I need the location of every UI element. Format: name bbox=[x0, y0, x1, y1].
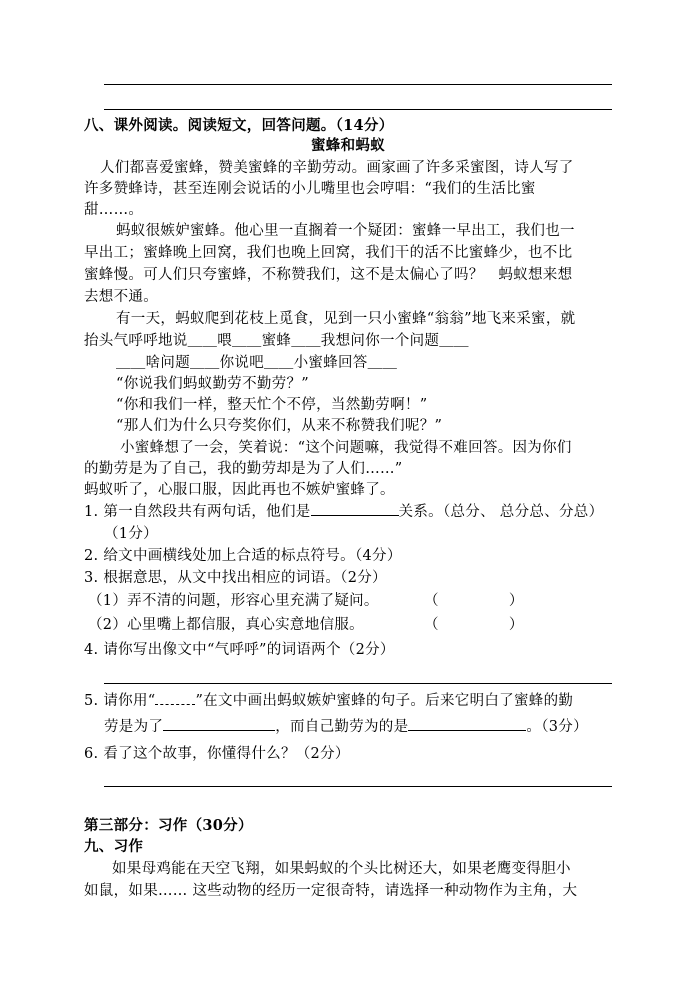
question-1-score: （1分） bbox=[104, 526, 158, 542]
passage-line: 许多赞蜂诗，甚至连刚会说话的小儿嘴里也会哼唱：“我们的生活比蜜 bbox=[84, 181, 536, 197]
question-text: 1. 第一自然段共有两句话，他们是 bbox=[84, 504, 311, 520]
answer-parens[interactable] bbox=[424, 590, 544, 612]
answer-line bbox=[104, 84, 612, 85]
paren-close: ） bbox=[508, 617, 524, 633]
passage-title: 蜜蜂和蚂蚁 bbox=[311, 137, 385, 154]
passage-line: 有一天，蚂蚁爬到花枝上觅食，见到一只小蜜蜂“翁翁”地飞来采蜜，就 bbox=[116, 311, 576, 327]
passage-line: 蜜蜂慢。可人们只夸蜜蜂，不称赞我们，这不是太偏心了吗？ 蚂蚁想来想 bbox=[84, 267, 573, 283]
question-5-cont bbox=[104, 716, 614, 738]
question-text: 关系。（总分、 总分总、分总） bbox=[398, 504, 604, 520]
question-1 bbox=[84, 501, 614, 523]
question-text: ”在文中画出蚂蚁嫉妒蜜蜂的句子。后来它明白了蜜蜂的勤 bbox=[195, 693, 574, 709]
passage-line: 抬头气呼呼地说＿＿喂＿＿蜜蜂＿＿我想问你一个问题＿＿ bbox=[84, 333, 469, 349]
answer-blank[interactable] bbox=[311, 501, 399, 516]
question-text: 。（3分） bbox=[526, 719, 588, 735]
passage-line: 甜……。 bbox=[84, 202, 144, 218]
question-text: 5. 请你用“ bbox=[84, 693, 156, 709]
paren-open: （ bbox=[424, 617, 439, 633]
question-text: （1）弄不清的问题，形容心里充满了疑问。 bbox=[88, 593, 379, 609]
answer-line[interactable] bbox=[104, 683, 612, 684]
passage-line: 蚂蚁很嫉妒蜜蜂。他心里一直搁着一个疑团：蜜蜂一早出工，我们也一 bbox=[116, 223, 575, 239]
question-6: 6. 看了这个故事，你懂得什么？（2分） bbox=[84, 746, 350, 762]
question-2: 2. 给文中画横线处加上合适的标点符号。（4分） bbox=[84, 548, 402, 564]
question-text: （2）心里嘴上都信服，真心实意地信服。 bbox=[88, 617, 364, 633]
passage-line: 人们都喜爱蜜蜂，赞美蜜蜂的辛勤劳动。画家画了许多采蜜图，诗人写了 bbox=[100, 160, 574, 176]
answer-blank[interactable] bbox=[163, 716, 275, 731]
passage-line: 小蜜蜂想了一会，笑着说：“这个问题嘛，我觉得不难回答。因为你们 bbox=[120, 440, 572, 456]
passage-line: ＿＿啥问题＿＿你说吧＿＿小蜜蜂回答＿＿ bbox=[116, 355, 398, 371]
question-text: 劳是为了 bbox=[104, 719, 164, 735]
wavy-line-sample bbox=[155, 690, 195, 705]
passage-line: 早出工；蜜蜂晚上回窝，我们也晚上回窝，我们干的活不比蜜蜂少，也不比 bbox=[84, 245, 573, 261]
paren-close: ） bbox=[508, 593, 524, 609]
answer-line[interactable] bbox=[104, 786, 612, 787]
passage-line: 去想不通。 bbox=[84, 289, 158, 305]
passage-line: “那人们为什么只夸奖你们，从来不称赞我们呢？” bbox=[116, 418, 443, 434]
question-5 bbox=[84, 690, 614, 712]
prompt-line: 如鼠，如果…… 这些动物的经历一定很奇特，请选择一种动物作为主角，大 bbox=[84, 883, 578, 899]
passage-line: “你和我们一样，整天忙个不停，当然勤劳啊！” bbox=[116, 397, 428, 413]
paren-open: （ bbox=[424, 593, 439, 609]
passage-line: “你说我们蚂蚁勤劳不勤劳？” bbox=[116, 376, 310, 392]
question-text: ，而自己勤劳为的是 bbox=[275, 719, 409, 735]
passage-line: 的勤劳是为了自己，我的勤劳却是为了人们……” bbox=[84, 461, 403, 477]
part-heading: 第三部分：习作（30分） bbox=[84, 817, 253, 834]
section-heading: 八、课外阅读。阅读短文，回答问题。（14分） bbox=[84, 117, 394, 134]
prompt-line: 如果母鸡能在天空飞翔，如果蚂蚁的个头比树还大，如果老鹰变得胆小 bbox=[112, 861, 571, 877]
answer-blank[interactable] bbox=[408, 716, 526, 731]
answer-line bbox=[104, 109, 612, 110]
question-4: 4. 请你写出像文中“气呼呼”的词语两个（2分） bbox=[84, 642, 395, 658]
question-3: 3. 根据意思，从文中找出相应的词语。（2分） bbox=[84, 570, 387, 586]
answer-parens[interactable] bbox=[424, 614, 544, 636]
section-heading: 九、习作 bbox=[84, 838, 144, 855]
passage-line: 蚂蚁听了，心服口服，因此再也不嫉妒蜜蜂了。 bbox=[84, 482, 395, 498]
